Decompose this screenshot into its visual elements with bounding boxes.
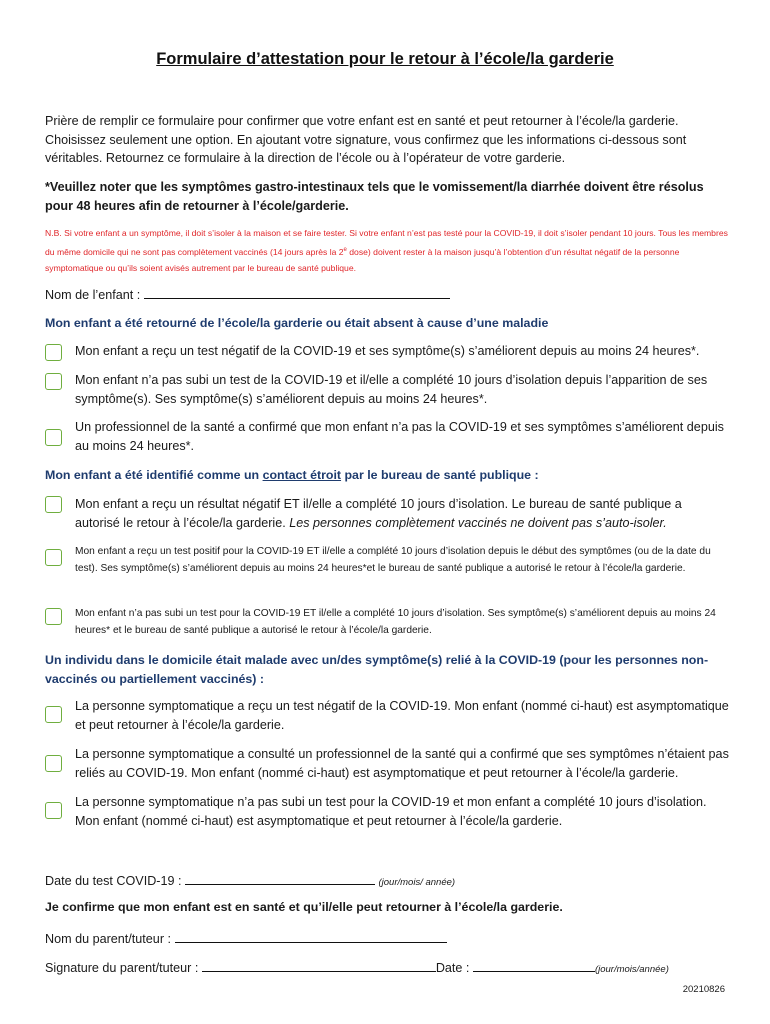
- nb-warning: [45, 225, 730, 276]
- signature-date-label: Date :: [435, 961, 470, 975]
- parent-name-input-line[interactable]: [175, 930, 447, 943]
- option-illness-no-test: Mon enfant n’a pas subi un test de la COVID-19 et il/elle a complété 10 jours d’isolation depuis l’apparition de ses symptôme(s). Ses symptôme(s) s’améliorent depuis au moins 24 heures*.: [75, 373, 708, 406]
- section-close-contact-heading: [45, 466, 725, 485]
- test-date-input-line[interactable]: [185, 872, 375, 885]
- option-contact-no-test: Mon enfant n’a pas subi un test pour la COVID-19 ET il/elle a complété 10 jours d’isolation. Ses symptôme(s) s’améliorent depuis au moins 24 heures* et le bureau de santé publique a autorisé le retour à l’école/la garderie.: [75, 608, 716, 636]
- option-household-health-professional: La personne symptomatique a consulté un professionnel de la santé qui a confirmé que ses symptômes n’étaient pas reliés au COVID-19. Mon enfant (nommé ci-haut) est asymptomatique et peut retourner à l’école/la garderie.: [75, 747, 729, 780]
- option-contact-negative-isolation: [75, 495, 730, 532]
- checkbox-contact-negative-isolation[interactable]: [45, 496, 62, 513]
- checkbox-household-no-test[interactable]: [45, 802, 62, 819]
- test-date-format-hint: (jour/mois/ année): [378, 877, 456, 888]
- close-contact-heading-after: par le bureau de santé publique :: [341, 468, 539, 482]
- checkbox-illness-no-test[interactable]: [45, 373, 62, 390]
- signature-date-field: [45, 959, 669, 975]
- parent-name-label: Nom du parent/tuteur :: [45, 932, 172, 946]
- contact-option1-italic: Les personnes complètement vaccinés ne doivent pas s’auto-isoler.: [289, 515, 667, 530]
- document-code: 20210826: [682, 984, 725, 995]
- intro-paragraph: Prière de remplir ce formulaire pour confirmer que votre enfant est en santé et peut retourner à l’école/la garderie. Choisissez seulement une option. En ajoutant votre signature, vous confirmez que les informations ci-dessous sont véritables. Retournez ce formulaire à la direction de l’école ou à l’opérateur de votre garderie.: [45, 114, 687, 165]
- nb-superscript: e: [343, 246, 347, 253]
- parent-name-field: [45, 930, 447, 946]
- option-contact-positive-test: Mon enfant a reçu un test positif pour la COVID-19 ET il/elle a complété 10 jours d’isolation depuis le début des symptômes (ou de la date du test). Ses symptôme(s) s’améliorent depuis au moins 24 heures*et le bureau de santé publique a autorisé le retour à l’école/la garderie.: [75, 546, 711, 574]
- checkbox-contact-positive-test[interactable]: [45, 549, 62, 566]
- section-illness-heading: Mon enfant a été retourné de l’école/la garderie ou était absent à cause d’une maladie: [45, 316, 549, 330]
- nb-text-before: N.B. Si votre enfant a un symptôme, il doit s’isoler à la maison et se faire tester. Si votre enfant n’est pas testé pour la COVID-19, il doit s’isoler pendant 10 jours. Tous les membres du même domicile qui ne sont pas complètement vaccinés (14 jours après la 2: [45, 228, 728, 257]
- checkbox-household-negative-test[interactable]: [45, 706, 62, 723]
- gastro-notice: *Veuillez noter que les symptômes gastro-intestinaux tels que le vomissement/la diarrhée doivent être résolus pour 48 heures afin de retourner à l’école/garderie.: [45, 180, 704, 213]
- test-date-label: Date du test COVID-19 :: [45, 874, 182, 888]
- checkbox-contact-no-test[interactable]: [45, 608, 62, 625]
- option-household-negative-test: La personne symptomatique a reçu un test négatif de la COVID-19. Mon enfant (nommé ci-haut) est asymptomatique et peut retourner à l’école/la garderie.: [75, 699, 729, 732]
- option-illness-negative-test: Mon enfant a reçu un test négatif de la COVID-19 et ses symptôme(s) s’améliorent depuis au moins 24 heures*.: [75, 344, 700, 358]
- signature-date-format-hint: (jour/mois/année): [594, 964, 669, 975]
- option-illness-health-professional: Un professionnel de la santé a confirmé que mon enfant n’a pas la COVID-19 et ses symptômes s’améliorent depuis au moins 24 heures*.: [75, 420, 724, 453]
- nb-text-after: dose) doivent rester à la maison jusqu’à l’obtention d’un résultat négatif de la personne symptomatique ou qu’ils soient avisés autrement par le bureau de santé publique.: [45, 246, 680, 273]
- checkbox-household-health-professional[interactable]: [45, 755, 62, 772]
- signature-date-input-line[interactable]: [473, 959, 595, 972]
- close-contact-heading-before: Mon enfant a été identifié comme un: [45, 468, 263, 482]
- section-household-heading: Un individu dans le domicile était malade avec un/des symptôme(s) relié à la COVID-19 (pour les personnes non-vaccinés ou partiellement vaccinés) :: [45, 653, 709, 686]
- checkbox-illness-health-professional[interactable]: [45, 429, 62, 446]
- confirmation-statement: Je confirme que mon enfant est en santé et qu’il/elle peut retourner à l’école/la garderie.: [45, 900, 563, 914]
- child-name-input-line[interactable]: [144, 286, 450, 299]
- close-contact-link: contact étroit: [262, 468, 342, 482]
- contact-option1-text: Mon enfant a reçu un résultat négatif ET il/elle a complété 10 jours d’isolation. Le bureau de santé publique a autorisé le retour à l’école/la garderie.: [75, 497, 682, 530]
- test-date-field: [45, 872, 455, 888]
- checkbox-illness-negative-test[interactable]: [45, 344, 62, 361]
- child-name-label: Nom de l’enfant :: [45, 288, 141, 302]
- signature-label: Signature du parent/tuteur :: [45, 961, 199, 975]
- option-household-no-test: La personne symptomatique n’a pas subi un test pour la COVID-19 et mon enfant a complété 10 jours d’isolation. Mon enfant (nommé ci-haut) est asymptomatique et peut retourner à l’école/la garderie.: [75, 795, 707, 828]
- form-title: Formulaire d’attestation pour le retour à l’école/la garderie: [156, 50, 614, 68]
- signature-input-line[interactable]: [202, 959, 436, 972]
- child-name-field: [45, 286, 450, 302]
